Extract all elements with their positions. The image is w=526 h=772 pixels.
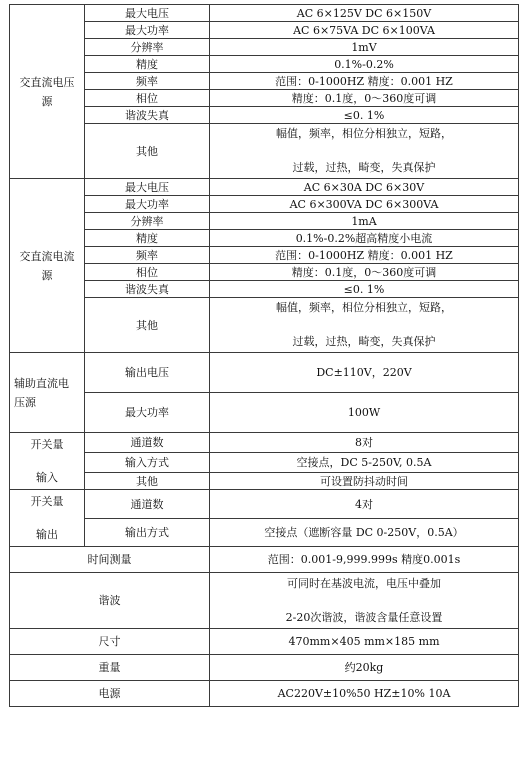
- value-line: 可同时在基波电流，电压中叠加: [287, 576, 441, 590]
- value-cell: ≤0. 1%: [210, 107, 519, 124]
- param-cell: 最大功率: [85, 196, 210, 213]
- value-cell: 可设置防抖动时间: [210, 473, 519, 490]
- row-time-measure: [10, 547, 519, 573]
- voltage-row-other: [10, 124, 519, 179]
- value-cell: AC220V±10%50 HZ±10% 10A: [210, 681, 519, 707]
- value-cell: 0.1%-0.2%: [210, 56, 519, 73]
- current-row-other: [10, 298, 519, 353]
- value-cell: 空接点（遮断容量 DC 0-250V，0.5A）: [210, 519, 519, 547]
- param-cell: 输出电压: [85, 353, 210, 393]
- row-size: [10, 629, 519, 655]
- group-line: 开关量: [30, 438, 64, 451]
- param-cell: 其他: [85, 298, 210, 353]
- value-cell-multiline: [210, 573, 519, 629]
- value-line: 2-20次谐波，谐波含量任意设置: [285, 610, 443, 624]
- value-cell: 精度：0.1度，0～360度可调: [210, 264, 519, 281]
- param-cell: 精度: [85, 56, 210, 73]
- value-cell: 精度：0.1度，0～360度可调: [210, 90, 519, 107]
- value-cell: 470mm×405 mm×185 mm: [210, 629, 519, 655]
- param-cell: 相位: [85, 90, 210, 107]
- aux-row-output-voltage: [10, 353, 519, 393]
- current-row-thd: [10, 281, 519, 298]
- voltage-row-accuracy: [10, 56, 519, 73]
- group-voltage-source: 交直流电压源: [10, 5, 85, 179]
- param-cell: 最大功率: [85, 393, 210, 433]
- param-cell: 谐波失真: [85, 281, 210, 298]
- label-cell: 重量: [10, 655, 210, 681]
- voltage-row-max-power: [10, 22, 519, 39]
- value-cell: 1mA: [210, 213, 519, 230]
- value-cell: AC 6×125V DC 6×150V: [210, 5, 519, 22]
- param-cell: 相位: [85, 264, 210, 281]
- param-cell: 频率: [85, 247, 210, 264]
- current-row-phase: [10, 264, 519, 281]
- label-cell: 尺寸: [10, 629, 210, 655]
- value-cell: 8对: [210, 433, 519, 453]
- param-cell: 精度: [85, 230, 210, 247]
- group-line: 开关量: [30, 495, 64, 508]
- value-cell: DC±110V，220V: [210, 353, 519, 393]
- current-row-resolution: [10, 213, 519, 230]
- label-cell: 时间测量: [10, 547, 210, 573]
- value-cell: 4对: [210, 490, 519, 519]
- param-cell: 通道数: [85, 490, 210, 519]
- value-line: 过载，过热，畸变，失真保护: [292, 161, 436, 174]
- value-line: 幅值，频率，相位分相独立，短路，: [276, 301, 452, 314]
- value-cell: 100W: [210, 393, 519, 433]
- param-cell: 通道数: [85, 433, 210, 453]
- param-cell: 输出方式: [85, 519, 210, 547]
- switch-out-row-mode: [10, 519, 519, 547]
- value-line: 幅值，频率，相位分相独立，短路，: [276, 127, 452, 140]
- value-cell: AC 6×300VA DC 6×300VA: [210, 196, 519, 213]
- param-cell: 分辨率: [85, 213, 210, 230]
- group-current-source: 交直流电流源: [10, 179, 85, 353]
- value-cell: 0.1%-0.2%超高精度小电流: [210, 230, 519, 247]
- row-weight: [10, 655, 519, 681]
- param-cell: 其他: [85, 124, 210, 179]
- voltage-row-max-voltage: [10, 5, 519, 22]
- spec-table: [9, 4, 519, 707]
- voltage-row-phase: [10, 90, 519, 107]
- value-cell-multiline: [210, 298, 519, 353]
- param-cell: 最大电压: [85, 179, 210, 196]
- param-cell: 谐波失真: [85, 107, 210, 124]
- value-cell: 1mV: [210, 39, 519, 56]
- row-power: [10, 681, 519, 707]
- group-switch-input: [10, 433, 85, 490]
- current-row-max-power: [10, 196, 519, 213]
- group-line: 输出: [36, 528, 58, 541]
- param-cell: 最大功率: [85, 22, 210, 39]
- value-cell: AC 6×75VA DC 6×100VA: [210, 22, 519, 39]
- voltage-row-frequency: [10, 73, 519, 90]
- value-line: 过载，过热，畸变，失真保护: [292, 335, 436, 348]
- group-switch-output: [10, 490, 85, 547]
- value-cell-multiline: [210, 124, 519, 179]
- param-cell: 分辨率: [85, 39, 210, 56]
- current-row-accuracy: [10, 230, 519, 247]
- switch-out-row-channels: [10, 490, 519, 519]
- param-cell: 其他: [85, 473, 210, 490]
- label-cell: 谐波: [10, 573, 210, 629]
- current-row-frequency: [10, 247, 519, 264]
- value-cell: 范围：0.001-9,999.999s 精度0.001s: [210, 547, 519, 573]
- current-row-max-voltage: [10, 179, 519, 196]
- switch-in-row-mode: [10, 453, 519, 473]
- row-harmonic: [10, 573, 519, 629]
- value-cell: ≤0. 1%: [210, 281, 519, 298]
- switch-in-row-other: [10, 473, 519, 490]
- param-cell: 频率: [85, 73, 210, 90]
- switch-in-row-channels: [10, 433, 519, 453]
- value-cell: 范围：0-1000HZ 精度：0.001 HZ: [210, 247, 519, 264]
- voltage-row-resolution: [10, 39, 519, 56]
- value-cell: 空接点，DC 5-250V, 0.5A: [210, 453, 519, 473]
- group-aux-dc: 辅助直流电压源: [10, 353, 85, 433]
- label-cell: 电源: [10, 681, 210, 707]
- voltage-row-thd: [10, 107, 519, 124]
- param-cell: 输入方式: [85, 453, 210, 473]
- aux-row-max-power: [10, 393, 519, 433]
- param-cell: 最大电压: [85, 5, 210, 22]
- group-line: 输入: [36, 471, 58, 484]
- value-cell: 约20kg: [210, 655, 519, 681]
- value-cell: AC 6×30A DC 6×30V: [210, 179, 519, 196]
- value-cell: 范围：0-1000HZ 精度：0.001 HZ: [210, 73, 519, 90]
